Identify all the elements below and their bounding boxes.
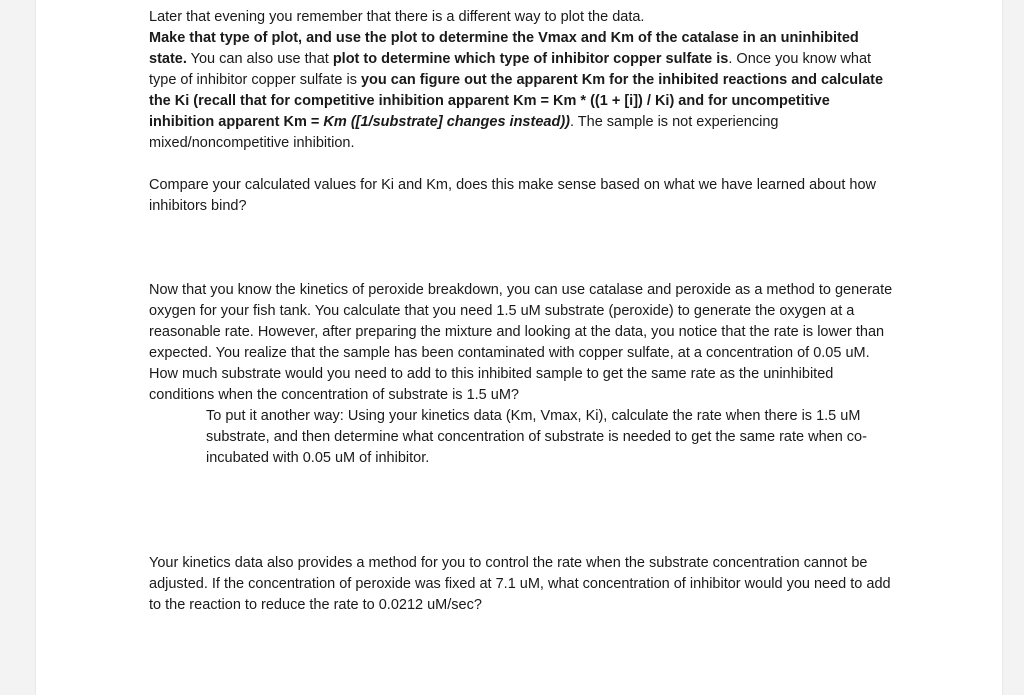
instruction-bold-italic: Km ([1/substrate] changes instead)) (323, 114, 570, 130)
intro-line: Later that evening you remember that there is a different way to plot the data. (149, 9, 645, 25)
spacer (149, 469, 894, 553)
paragraph-substrate-rephrase: To put it another way: Using your kinetics data (Km, Vmax, Ki), calculate the rate when there is 1.5 uM substrate, and then determine what concentration of substrate is needed to get the same rate when co-incubated with 0.05 uM of inhibitor. (206, 408, 867, 466)
instruction-end: . The sample is not experiencing mixed/noncompetitive inhibition. (149, 114, 779, 151)
instruction-plain-2: You can also use that (186, 51, 333, 67)
paragraph-inhibitor-question: Your kinetics data also provides a method for you to control the rate when the substrate concentration cannot be adjusted. If the concentration of peroxide was fixed at 7.1 uM, what concentration of inhibitor would you need to add to the reaction to reduce the rate to 0.0212 uM/sec? (149, 555, 891, 613)
spacer (149, 154, 894, 175)
instruction-plain-3: Once you know what type of inhibitor copper sulfate is (149, 51, 872, 88)
document-page (36, 0, 1002, 695)
paragraph-compare-question: Compare your calculated values for Ki and Km, does this make sense based on what we have learned about how inhibitors bind? (149, 177, 877, 214)
document-body (149, 7, 894, 616)
paragraph-plot-instructions (149, 7, 894, 154)
instruction-bold-3: you can figure out the apparent Km for the inhibited reactions and calculate the Ki (recall that for competitive inhibition apparent Km = Km * ((1 + [i]) / Ki) and for uncompetitive inhibition apparent Km = (149, 72, 884, 130)
spacer (149, 217, 894, 280)
paragraph-substrate-question: Now that you know the kinetics of peroxide breakdown, you can use catalase and peroxide as a method to generate oxygen for your fish tank. You calculate that you need 1.5 uM substrate (peroxide) to generate the oxygen at a reasonable rate. However, after preparing the mixture and looking at the data, you notice that the rate is lower than expected. You realize that the sample has been contaminated with copper sulfate, at a concentration of 0.05 uM. How much substrate would you need to add to this inhibited sample to get the same rate as the uninhibited conditions when the concentration of substrate is 1.5 uM? (149, 282, 893, 403)
instruction-bold-2: plot to determine which type of inhibitor copper sulfate is (332, 51, 729, 67)
instruction-period: . (728, 51, 733, 67)
instruction-bold-1: Make that type of plot, and use the plot to determine the Vmax and Km of the catalase in an uninhibited state. (149, 30, 859, 67)
